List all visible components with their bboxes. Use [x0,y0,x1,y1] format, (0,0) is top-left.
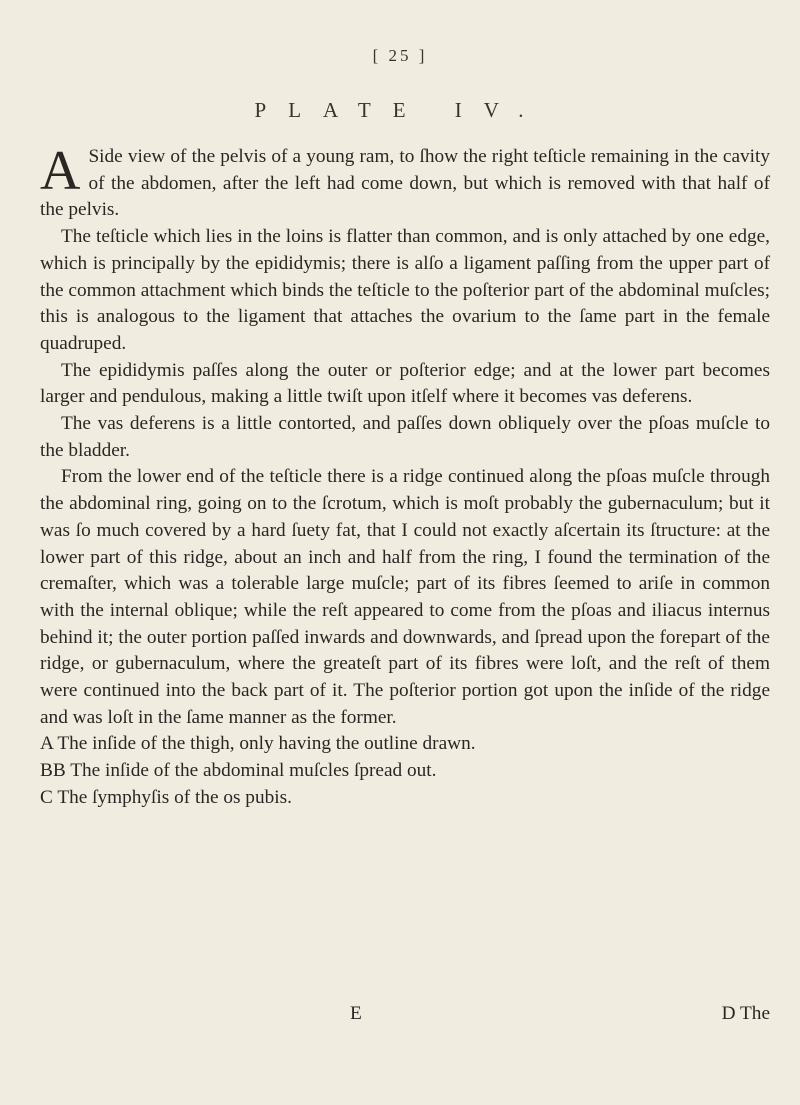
paragraph-epididymis: The epididymis paſſes along the outer or poſterior edge; and at the lower part becomes larger and pendulous, making a little twiſt upon itſelf where it becomes vas deferens. [40,359,770,408]
catchword: D The [721,1003,770,1024]
paragraph-testicle: The teſticle which lies in the loins is flatter than common, and is only attached by one edge, which is principally by the epididymis; there is alſo a ligament paſſing from the upper part of the common attachment which binds the teſticle to the poſterior part of the abdominal muſcles; this is analogous to the ligament that attaches the ovarium to the ſame part in the female quadruped. [40,226,770,354]
page-footer [40,1003,770,1031]
first-paragraph-text: Side view of the pelvis of a young ram, to ſhow the right teſticle remaining in the cavity of the abdomen, after the left had come down, but which is removed with that half of the pelvis. [40,146,770,221]
paragraph-gubernaculum: From the lower end of the teſticle there is a ridge continued along the pſoas muſcle through the abdominal ring, going on to the ſcrotum, which is moſt probably the gubernaculum; but it was ſo much covered by a hard ſuety fat, that I could not exactly aſcertain its ſtructure: at the lower part of this ridge, about an inch and half from the ring, I found the termination of the cremaſter, which was a tolerable large muſcle; part of its fibres ſeemed to ariſe in common with the internal oblique; while the reſt appeared to come from the pſoas and iliacus internus behind it; the outer portion paſſed inwards and downwards, and ſpread upon the forepart of the ridge, or gubernaculum, where the greateſt part of its fibres were loſt, and the reſt of them were continued into the back part of it. The poſterior portion got upon the inſide of the ridge and was loſt in the ſame manner as the former. [40,466,770,728]
drop-cap: A [40,140,81,202]
plate-title: PLATE IV. [254,98,546,122]
page-number: [ 25 ] [372,46,428,65]
body-text [40,140,770,812]
paragraph-vas-deferens: The vas deferens is a little contorted, and paſſes down obliquely over the pſoas muſcle to the bladder. [40,413,770,461]
legend-item-c: C The ſymphyſis of the os pubis. [40,786,292,808]
first-paragraph [40,140,770,224]
legend-item-a: A The inſide of the thigh, only having the outline drawn. [40,733,476,755]
signature-mark: E [350,1003,362,1024]
legend-item-bb: BB The inſide of the abdominal muſcles ſpread out. [40,760,437,782]
